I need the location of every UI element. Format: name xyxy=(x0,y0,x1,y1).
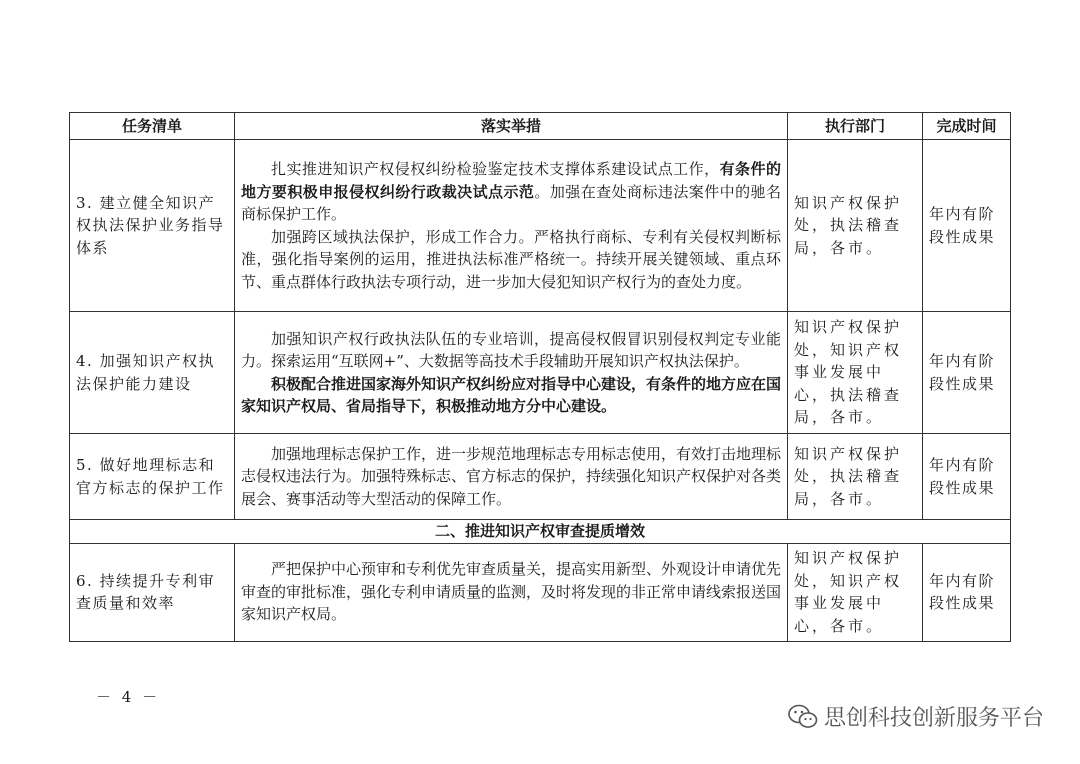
measure-paragraph xyxy=(241,373,781,418)
measure-cell xyxy=(235,434,788,520)
table-row xyxy=(70,434,1011,520)
task-cell: 3. 建立健全知识产权执法保护业务指导体系 xyxy=(70,140,235,312)
measure-bold-text: 积极配合推进国家海外知识产权纠纷应对指导中心建设，有条件的地方应在国家知识产权局、省局指导下，积极推动地方分中心建设。 xyxy=(241,374,782,415)
measure-text: 加强跨区域执法保护，形成工作合力。严格执行商标、专利有关侵权判断标准，强化指导案例的运用，推进执法标准严格统一。持续开展关键领域、重点环节、重点群体行政执法专项行动，进一步加大侵犯知识产权行为的查处力度。 xyxy=(241,227,781,291)
watermark xyxy=(788,701,1044,732)
task-table xyxy=(69,112,1011,642)
measure-paragraph xyxy=(241,558,781,626)
table-header-row xyxy=(70,113,1011,140)
measure-paragraph xyxy=(241,443,781,511)
table-row xyxy=(70,543,1011,641)
watermark-text: 思创科技创新服务平台 xyxy=(823,706,1044,731)
dept-cell: 知识产权保护处，执法稽查局，各市。 xyxy=(788,140,923,312)
measure-paragraph xyxy=(241,158,781,226)
dept-cell: 知识产权保护处，执法稽查局，各市。 xyxy=(788,434,923,520)
measure-text: 加强知识产权行政执法队伍的专业培训，提高侵权假冒识别侵权判定专业能力。探索运用“互联网+”、大数据等高技术手段辅助开展知识产权执法保护。 xyxy=(241,329,781,370)
measure-paragraph xyxy=(241,226,781,294)
dept-cell: 知识产权保护处，知识产权事业发展中心，各市。 xyxy=(788,543,923,641)
table-row xyxy=(70,140,1011,312)
measure-bold-text: 有条件的地方要积极申报侵权纠纷行政裁决试点示范 xyxy=(241,160,781,201)
measure-paragraph xyxy=(241,328,781,373)
header-measures: 落实举措 xyxy=(235,113,788,140)
measure-cell xyxy=(235,140,788,312)
measure-text: 严把保护中心预审和专利优先审查质量关，提高实用新型、外观设计申请优先审查的审批标准，强化专利申请质量的监测，及时将发现的非正常申请线索报送国家知识产权局。 xyxy=(241,560,782,624)
task-cell: 6. 持续提升专利审查质量和效率 xyxy=(70,543,235,641)
header-dept: 执行部门 xyxy=(788,113,923,140)
section-row xyxy=(70,520,1011,544)
time-cell: 年内有阶段性成果 xyxy=(923,140,1011,312)
measure-text: 扎实推进知识产权侵权纠纷检验鉴定技术支撑体系建设试点工作， xyxy=(271,160,720,178)
time-cell: 年内有阶段性成果 xyxy=(923,434,1011,520)
table-row xyxy=(70,312,1011,434)
task-cell: 4. 加强知识产权执法保护能力建设 xyxy=(70,312,235,434)
measure-cell xyxy=(235,543,788,641)
time-cell: 年内有阶段性成果 xyxy=(923,312,1011,434)
section-title: 二、推进知识产权审查提质增效 xyxy=(70,520,1011,544)
measure-text: 。加强在查处商标违法案件中的驰名商标保护工作。 xyxy=(241,182,781,223)
header-task: 任务清单 xyxy=(70,113,235,140)
time-cell: 年内有阶段性成果 xyxy=(923,543,1011,641)
measure-cell xyxy=(235,312,788,434)
wechat-icon xyxy=(788,704,818,730)
measure-text: 加强地理标志保护工作，进一步规范地理标志专用标志使用，有效打击地理标志侵权违法行为。加强特殊标志、官方标志的保护，持续强化知识产权保护对各类展会、赛事活动等大型活动的保障工作。 xyxy=(241,444,782,508)
task-cell: 5. 做好地理标志和官方标志的保护工作 xyxy=(70,434,235,520)
dept-cell: 知识产权保护处，知识产权事业发展中心，执法稽查局，各市。 xyxy=(788,312,923,434)
page-number: － 4 － xyxy=(96,688,161,706)
header-time: 完成时间 xyxy=(923,113,1011,140)
